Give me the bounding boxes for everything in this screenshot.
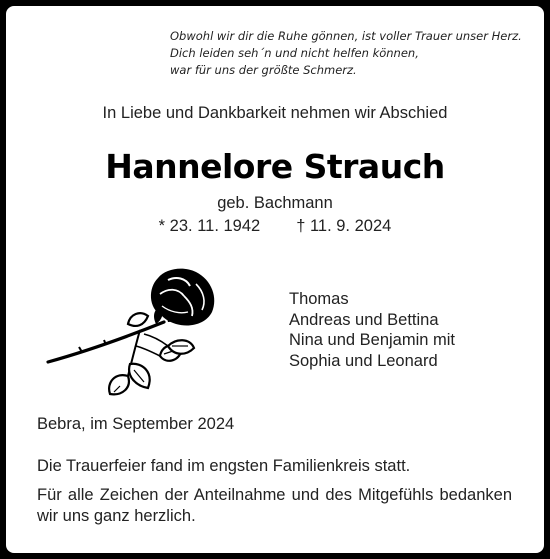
poem-line: war für uns der größte Schmerz. [170,63,357,77]
poem [170,28,530,79]
deceased-name: Hannelore Strauch [105,147,445,186]
rose-icon [44,264,224,404]
birth-date: * 23. 11. 1942 [158,217,261,235]
mourner-line: Andreas und Bettina [289,310,439,329]
thanks-note: Für alle Zeichen der Anteilnahme und des Mitgefühls bedanken wir uns ganz herzlich. [37,486,512,525]
mourner-line: Nina und Benjamin mit [289,331,455,349]
mourner-line: Thomas [289,290,349,308]
mourners-list [289,289,455,371]
intro-text: In Liebe und Dankbarkeit nehmen wir Abschied [102,104,448,122]
mourner-line: Sophia und Leonard [289,351,438,370]
funeral-note: Die Trauerfeier fand im engsten Familienkreis statt. [37,457,411,475]
poem-line: Dich leiden seh´n und nicht helfen können, [170,46,419,60]
obituary-card [6,6,544,553]
maiden-name: geb. Bachmann [217,194,333,212]
death-date: † 11. 9. 2024 [296,217,392,235]
poem-line: Obwohl wir dir die Ruhe gönnen, ist voller Trauer unser Herz. [170,29,522,43]
life-dates [6,217,544,236]
place-date: Bebra, im September 2024 [37,415,235,433]
